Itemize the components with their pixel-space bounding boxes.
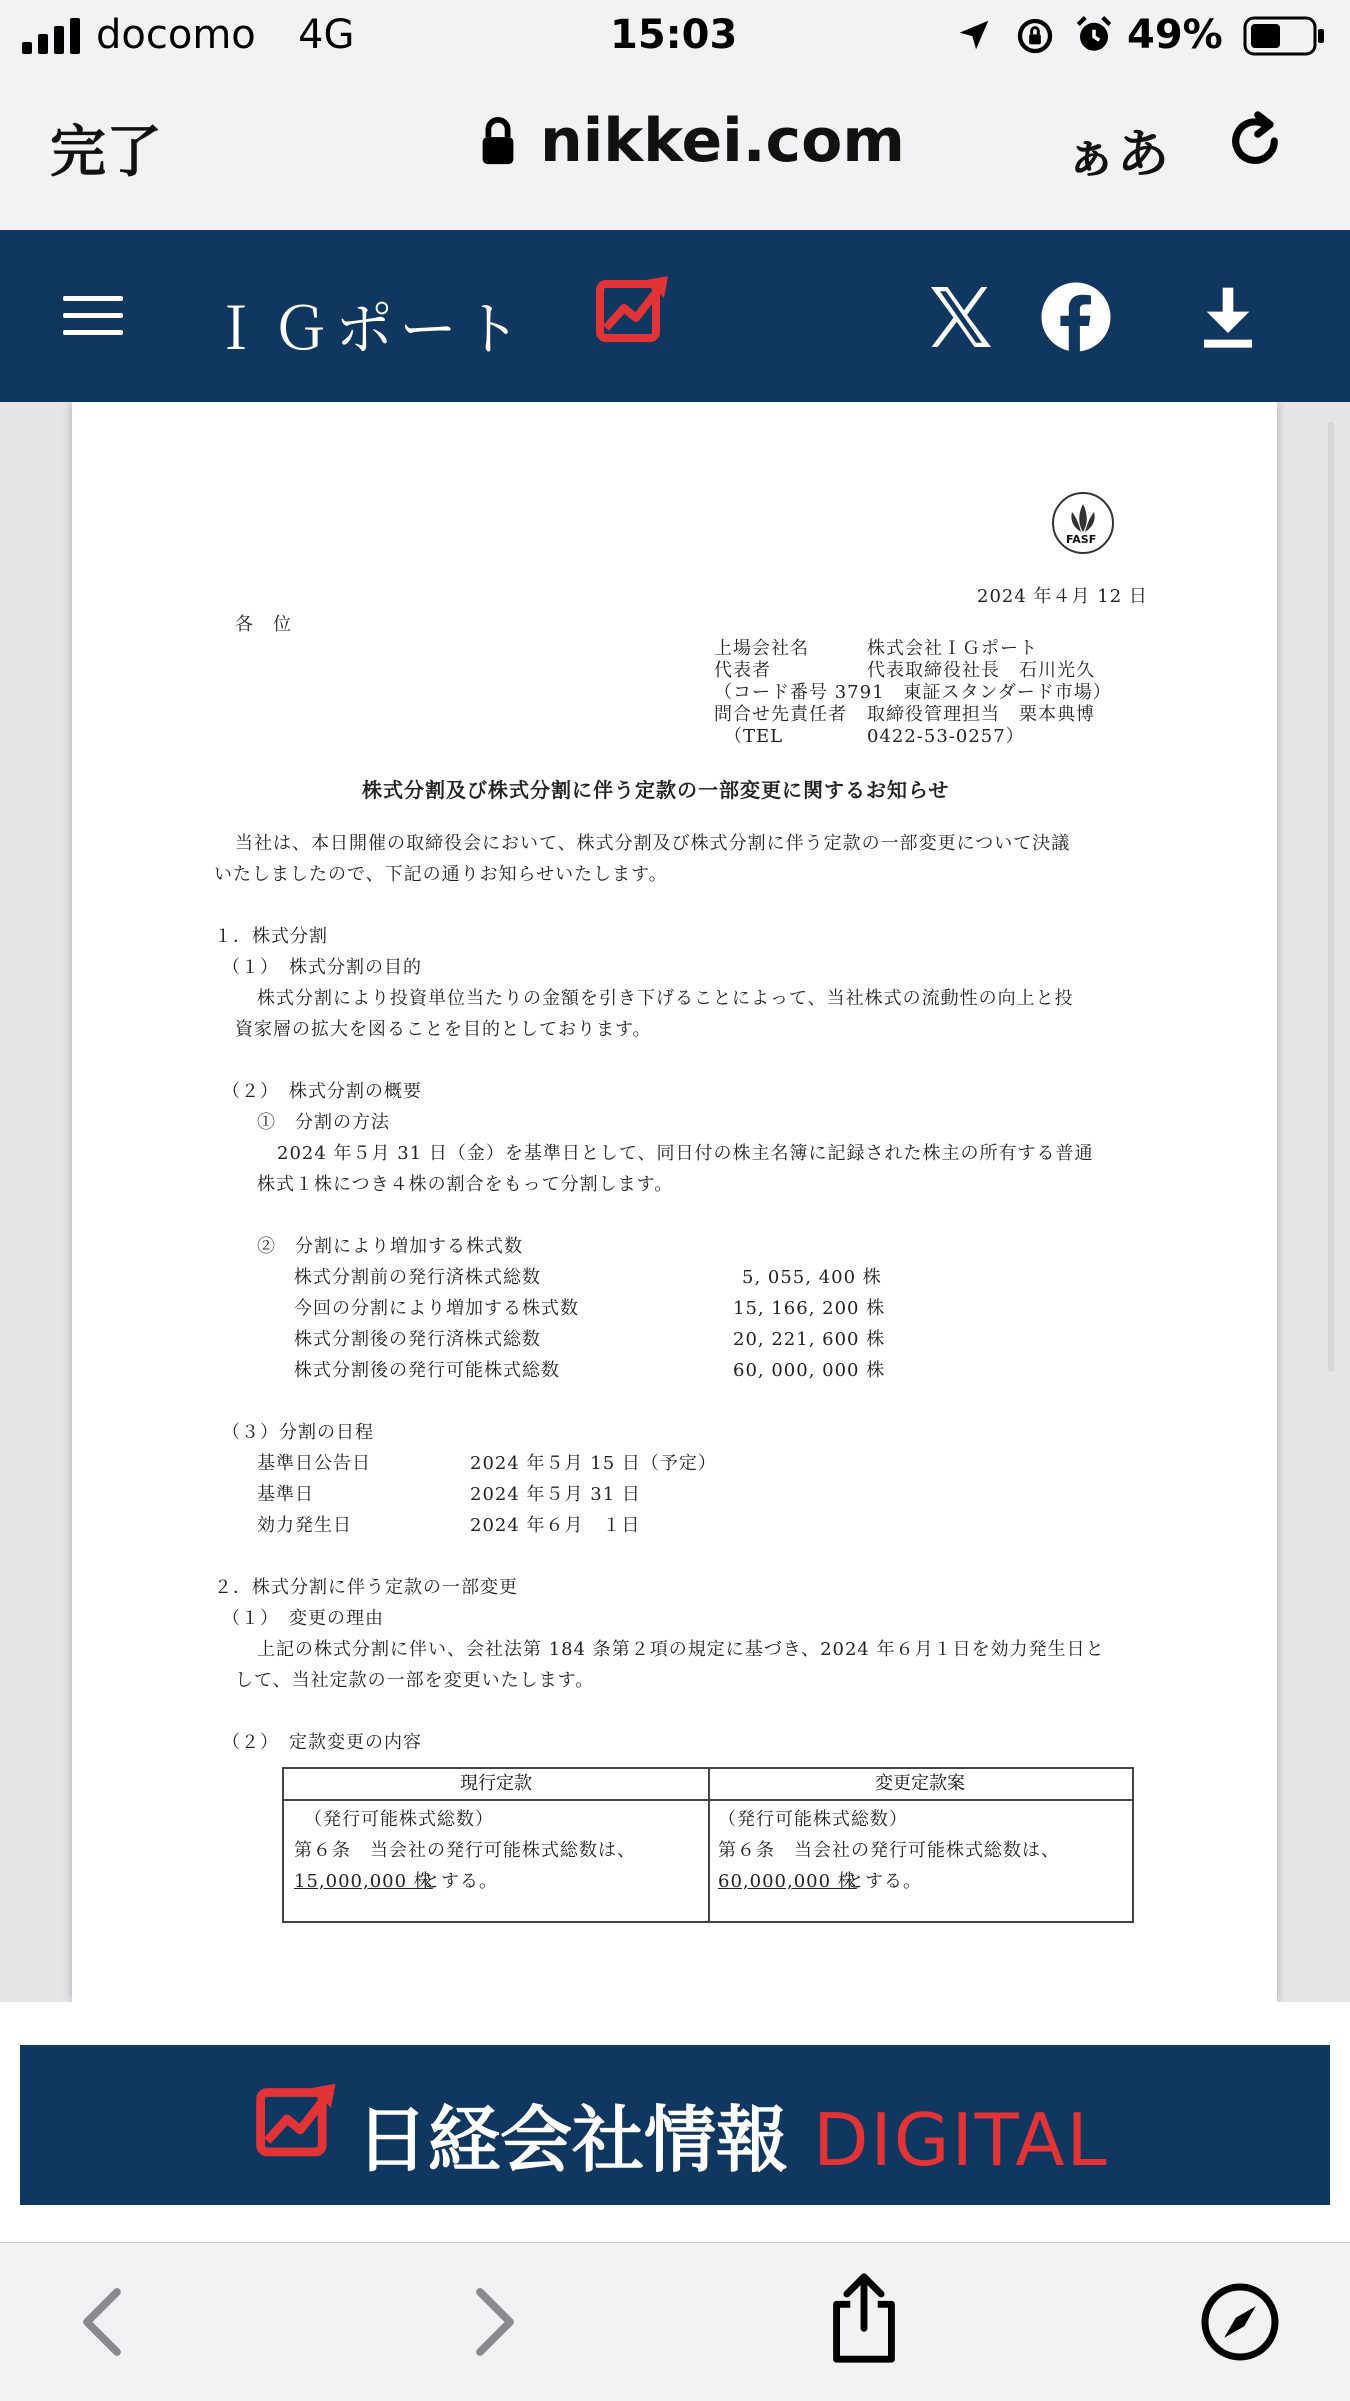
schedule-label: 基準日: [257, 1484, 314, 1505]
schedule-label: 効力発生日: [257, 1515, 352, 1536]
battery-icon: [1243, 16, 1327, 56]
paragraph-line: して、当社定款の一部を変更いたします。: [235, 1670, 595, 1691]
network-label: 4G: [298, 12, 355, 58]
reload-icon[interactable]: [1222, 106, 1288, 176]
doc-addressee: 各 位: [235, 614, 292, 635]
document-viewer[interactable]: [0, 402, 1350, 2002]
issuer-value: 0422-53-0257）: [867, 726, 1025, 747]
table-cell-amount: 15,000,000 株: [294, 1871, 433, 1892]
share-row-value: 5, 055, 400 株: [742, 1267, 882, 1288]
status-bar: [0, 0, 1350, 70]
table-column-current: [284, 1769, 710, 1921]
facebook-share-icon[interactable]: [1040, 281, 1112, 353]
section-heading: ２．株式分割に伴う定款の一部変更: [214, 1577, 518, 1598]
doc-date: 2024 年４月 12 日: [977, 586, 1148, 607]
table-cell-line: とする。: [422, 1871, 498, 1892]
table-cell-line: （発行可能株式総数）: [304, 1809, 494, 1830]
banner-title: [356, 2082, 1109, 2186]
item-heading: ② 分割により増加する株式数: [257, 1236, 523, 1257]
done-button[interactable]: 完了: [50, 120, 162, 185]
signal-icon: [22, 18, 84, 54]
share-icon[interactable]: [822, 2270, 906, 2366]
share-row-value: 15, 166, 200 株: [733, 1298, 886, 1319]
table-cell-line: とする。: [846, 1871, 922, 1892]
compass-icon[interactable]: [1198, 2280, 1282, 2364]
nikkei-chart-logo-icon: [254, 2078, 342, 2162]
fasf-badge: [1052, 492, 1114, 554]
paragraph-line: 株式分割により投資単位当たりの金額を引き下げることによって、当社株式の流動性の向上と投: [257, 988, 1074, 1009]
carrier-label: docomo: [96, 12, 256, 58]
nikkei-chart-logo-icon[interactable]: [594, 272, 674, 346]
issuer-label: 問合せ先責任者: [714, 704, 847, 725]
subsection-heading: （２） 定款変更の内容: [222, 1732, 422, 1753]
back-icon[interactable]: [75, 2286, 135, 2358]
paragraph-line: 上記の株式分割に伴い、会社法第 184 条第２項の規定に基づき、2024 年６月１日を効力発生日と: [257, 1639, 1105, 1660]
orientation-lock-icon: [1015, 16, 1055, 56]
banner-title-en: DIGITAL: [813, 2098, 1109, 2182]
schedule-label: 基準日公告日: [257, 1453, 371, 1474]
banner-title-jp: 日経会社情報: [356, 2098, 789, 2182]
scrollbar[interactable]: [1328, 422, 1334, 1372]
alarm-icon: [1073, 14, 1115, 56]
issuer-label: （TEL: [724, 726, 784, 747]
download-icon[interactable]: [1196, 284, 1260, 350]
paragraph-line: 資家層の拡大を図ることを目的としております。: [235, 1019, 652, 1040]
company-name: ＩＧポート: [207, 295, 528, 363]
issuer-value: 株式会社ＩＧポート: [867, 638, 1038, 659]
paragraph-line: 2024 年５月 31 日（金）を基準日として、同日付の株主名簿に記録された株主の所有する普通: [277, 1143, 1094, 1164]
location-icon: [955, 16, 993, 54]
share-row-value: 60, 000, 000 株: [733, 1360, 886, 1381]
clock: 15:03: [610, 12, 738, 58]
doc-title: 株式分割及び株式分割に伴う定款の一部変更に関するお知らせ: [362, 778, 950, 802]
subsection-heading: （１） 変更の理由: [222, 1608, 384, 1629]
document-page: [72, 402, 1277, 2002]
viewer-header: [0, 230, 1350, 402]
doc-intro-line: 当社は、本日開催の取締役会において、株式分割及び株式分割に伴う定款の一部変更について決議: [235, 833, 1071, 854]
issuer-value: （コード番号 3791 東証スタンダード市場）: [714, 682, 1112, 703]
issuer-value: 代表取締役社長 石川光久: [867, 660, 1095, 681]
schedule-value: 2024 年５月 15 日（予定）: [470, 1453, 717, 1474]
share-row-label: 株式分割後の発行済株式総数: [294, 1329, 541, 1350]
share-row-value: 20, 221, 600 株: [733, 1329, 886, 1350]
schedule-value: 2024 年５月 31 日: [470, 1484, 641, 1505]
url-field[interactable]: nikkei.com: [540, 106, 905, 176]
table-cell-amount: 60,000,000 株: [718, 1871, 857, 1892]
table-header: 変更定款案: [708, 1769, 1132, 1801]
lock-icon: [478, 116, 518, 166]
paragraph-line: 株式１株につき４株の割合をもって分割します。: [257, 1174, 674, 1195]
doc-intro-line: いたしましたので、下記の通りお知らせいたします。: [214, 864, 668, 885]
menu-icon[interactable]: [63, 296, 123, 336]
fasf-label: FASF: [1066, 533, 1097, 546]
table-cell-line: 第６条 当会社の発行可能株式総数は、: [718, 1840, 1060, 1861]
share-row-label: 今回の分割により増加する株式数: [294, 1298, 579, 1319]
table-column-proposed: [708, 1769, 1132, 1921]
issuer-label: 代表者: [714, 660, 771, 681]
subsection-heading: （２） 株式分割の概要: [222, 1081, 422, 1102]
issuer-label: 上場会社名: [714, 638, 809, 659]
table-header: 現行定款: [284, 1769, 708, 1801]
subsection-heading: （１） 株式分割の目的: [222, 957, 422, 978]
item-heading: ① 分割の方法: [257, 1112, 390, 1133]
browser-bottom-toolbar: [0, 2242, 1350, 2401]
section-heading: １．株式分割: [214, 926, 328, 947]
subsection-heading: （３）分割の日程: [222, 1422, 374, 1443]
text-size-button[interactable]: ぁあ: [1065, 125, 1170, 185]
schedule-value: 2024 年６月 １日: [470, 1515, 641, 1536]
share-row-label: 株式分割後の発行可能株式総数: [294, 1360, 560, 1381]
issuer-value: 取締役管理担当 栗本典博: [867, 704, 1095, 725]
x-share-icon[interactable]: [925, 281, 997, 353]
articles-amendment-table: [282, 1767, 1134, 1923]
share-row-label: 株式分割前の発行済株式総数: [294, 1267, 541, 1288]
table-cell-line: （発行可能株式総数）: [718, 1809, 908, 1830]
forward-icon[interactable]: [462, 2286, 522, 2358]
battery-percent: 49%: [1127, 12, 1223, 58]
table-cell-line: 第６条 当会社の発行可能株式総数は、: [294, 1840, 636, 1861]
